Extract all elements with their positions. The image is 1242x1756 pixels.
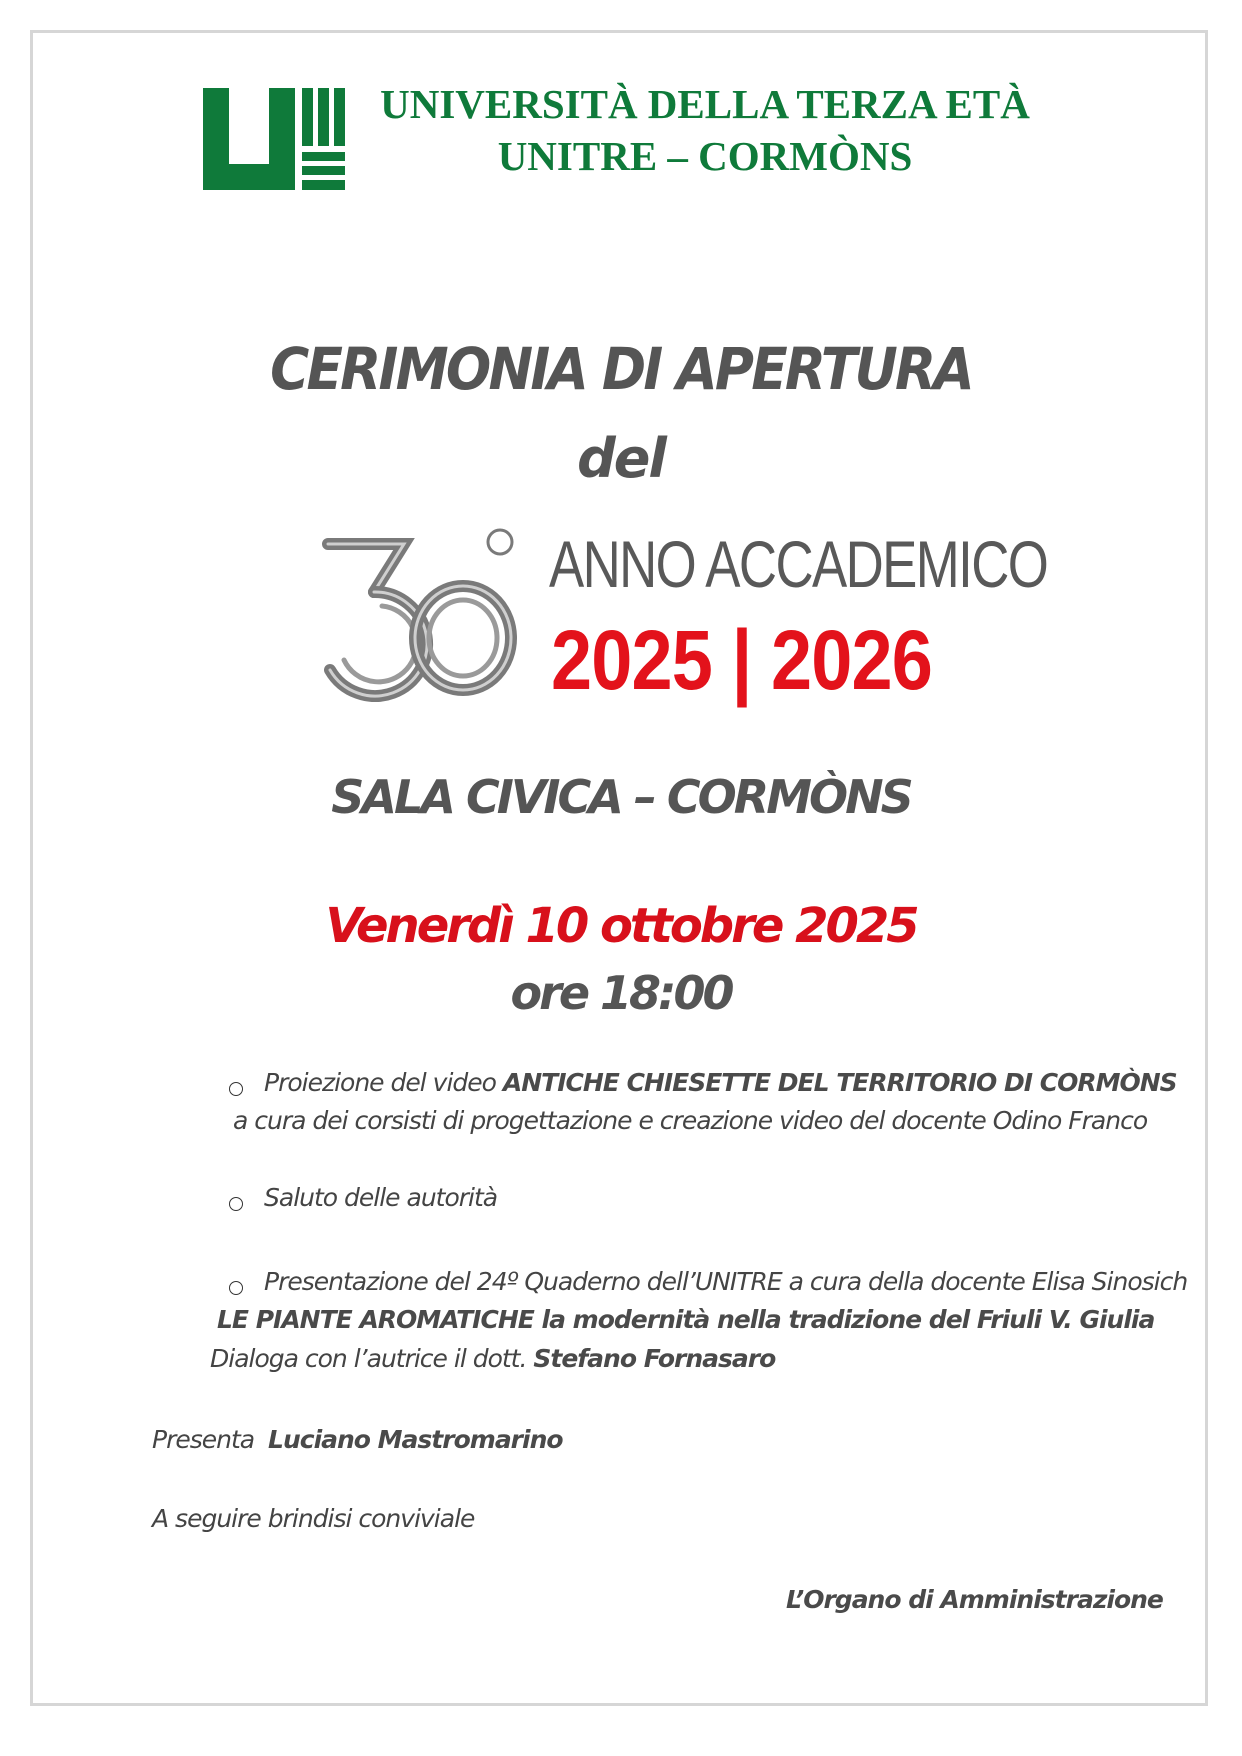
program-item-3: Presentazione del 24º Quaderno dell’UNITRE a cura della docente Elisa Sinosich bbox=[264, 1267, 1188, 1296]
page-border bbox=[30, 30, 1208, 1706]
bullet-icon bbox=[229, 1082, 243, 1096]
program-item-1-video-title: ANTICHE CHIESETTE DEL TERRITORIO DI CORMÒNS bbox=[502, 1068, 1177, 1097]
program-item-3-dialog bbox=[210, 1344, 775, 1373]
program-item-3-book-title-text: LE PIANTE AROMATICHE la modernità nella tradizione del Friuli V. Giulia bbox=[217, 1305, 1155, 1334]
program-item-3-book-title bbox=[217, 1305, 1154, 1334]
university-name-line2: UNITRE – CORMÒNS bbox=[497, 133, 913, 179]
program-item-1-intro: Proiezione del video bbox=[264, 1068, 503, 1097]
program-item-2: Saluto delle autorità bbox=[264, 1183, 498, 1212]
bullet-icon bbox=[229, 1197, 243, 1211]
venue: SALA CIVICA – CORMÒNS bbox=[331, 770, 911, 824]
program-item-1-detail: a cura dei corsisti di progettazione e creazione video del docente Odino Franco bbox=[233, 1106, 1148, 1135]
event-date: Venerdì 10 ottobre 2025 bbox=[325, 898, 917, 954]
ceremony-title-del: del bbox=[577, 427, 665, 490]
program-item-3-dialog-intro: Dialoga con l’autrice il dott. bbox=[210, 1344, 534, 1373]
unitre-logo-icon bbox=[203, 88, 351, 190]
university-name-line1: UNIVERSITÀ DELLA TERZA ETÀ bbox=[380, 81, 1030, 127]
presenter-name: Luciano Mastromarino bbox=[268, 1425, 563, 1454]
university-name bbox=[330, 78, 1080, 182]
presenter-label: Presenta bbox=[152, 1425, 255, 1454]
ceremony-title: CERIMONIA DI APERTURA bbox=[270, 335, 972, 403]
closing-note: A seguire brindisi conviviale bbox=[152, 1504, 475, 1533]
academic-year-label: ANNO ACCADEMICO bbox=[549, 527, 1048, 601]
presenter bbox=[152, 1425, 563, 1454]
event-time: ore 18:00 bbox=[510, 966, 732, 1020]
bullet-icon bbox=[229, 1281, 243, 1295]
signature bbox=[786, 1585, 1163, 1614]
30-degree-emblem-icon bbox=[318, 520, 528, 702]
program-item-3-dialog-name: Stefano Fornasaro bbox=[533, 1344, 776, 1373]
signature-text: L’Organo di Amministrazione bbox=[786, 1585, 1163, 1614]
program-item-1 bbox=[264, 1068, 1177, 1097]
academic-years: 2025 | 2026 bbox=[551, 613, 932, 707]
